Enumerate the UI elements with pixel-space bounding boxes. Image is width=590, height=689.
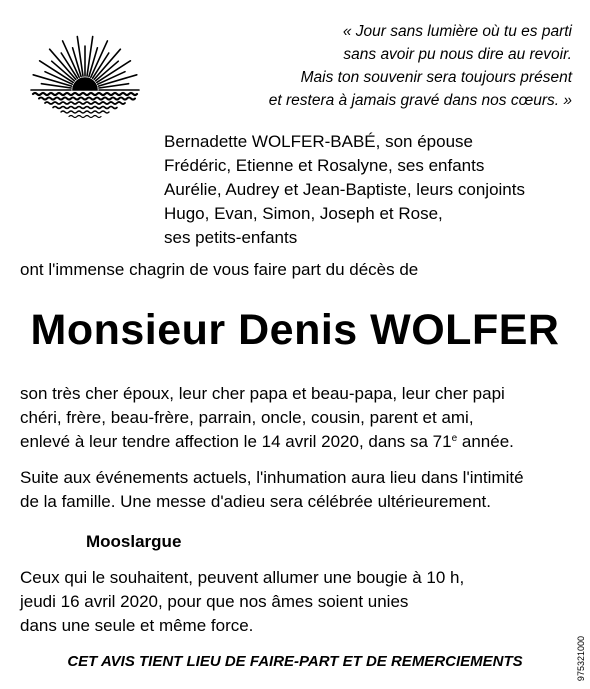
- family-member-line: Bernadette WOLFER-BABÉ, son épouse: [164, 132, 473, 151]
- footer-notice: CET AVIS TIENT LIEU DE FAIRE-PART ET DE REMERCIEMENTS: [67, 653, 523, 670]
- quote-line: sans avoir pu nous dire au revoir.: [343, 46, 572, 63]
- sunset-over-water-icon: [25, 22, 145, 122]
- description-line: son très cher époux, leur cher papa et beau-papa, leur cher papi: [20, 384, 505, 403]
- description-line: chéri, frère, beau-frère, parrain, oncle, cousin, parent et ami,: [20, 408, 474, 427]
- candle-line: Ceux qui le souhaitent, peuvent allumer une bougie à 10 h,: [20, 568, 465, 587]
- family-member-line: Aurélie, Audrey et Jean-Baptiste, leurs conjoints: [164, 180, 525, 199]
- funeral-line: Suite aux événements actuels, l'inhumation aura lieu dans l'intimité: [20, 468, 524, 487]
- candle-paragraph: [20, 566, 464, 638]
- memorial-quote: [192, 20, 572, 112]
- funeral-line: de la famille. Une messe d'adieu sera célébrée ultérieurement.: [20, 492, 491, 511]
- description-line: [20, 430, 514, 454]
- family-member-line: Hugo, Evan, Simon, Joseph et Rose,: [164, 204, 443, 223]
- family-member-line: ses petits-enfants: [164, 228, 298, 247]
- candle-line: jeudi 16 avril 2020, pour que nos âmes soient unies: [20, 592, 409, 611]
- deceased-name: Monsieur Denis WOLFER: [30, 306, 560, 354]
- quote-line: « Jour sans lumière où tu es parti: [342, 23, 572, 40]
- family-list: [164, 130, 525, 250]
- announcement-text: ont l'immense chagrin de vous faire part du décès de: [20, 260, 419, 279]
- reference-number: 975321000: [576, 635, 586, 681]
- ordinal-superscript: e: [451, 433, 458, 444]
- description-text: enlevé à leur tendre affection le 14 avril 2020, dans sa 71: [20, 432, 452, 451]
- family-member-line: Frédéric, Etienne et Rosalyne, ses enfants: [164, 156, 485, 175]
- candle-line: dans une seule et même force.: [20, 616, 254, 635]
- description-paragraph: [20, 382, 514, 454]
- quote-line: Mais ton souvenir sera toujours présent: [300, 69, 572, 86]
- quote-line: et restera à jamais gravé dans nos cœurs. »: [268, 92, 572, 109]
- description-text: année.: [457, 432, 514, 451]
- place-name: Mooslargue: [86, 532, 182, 551]
- funeral-paragraph: [20, 466, 524, 514]
